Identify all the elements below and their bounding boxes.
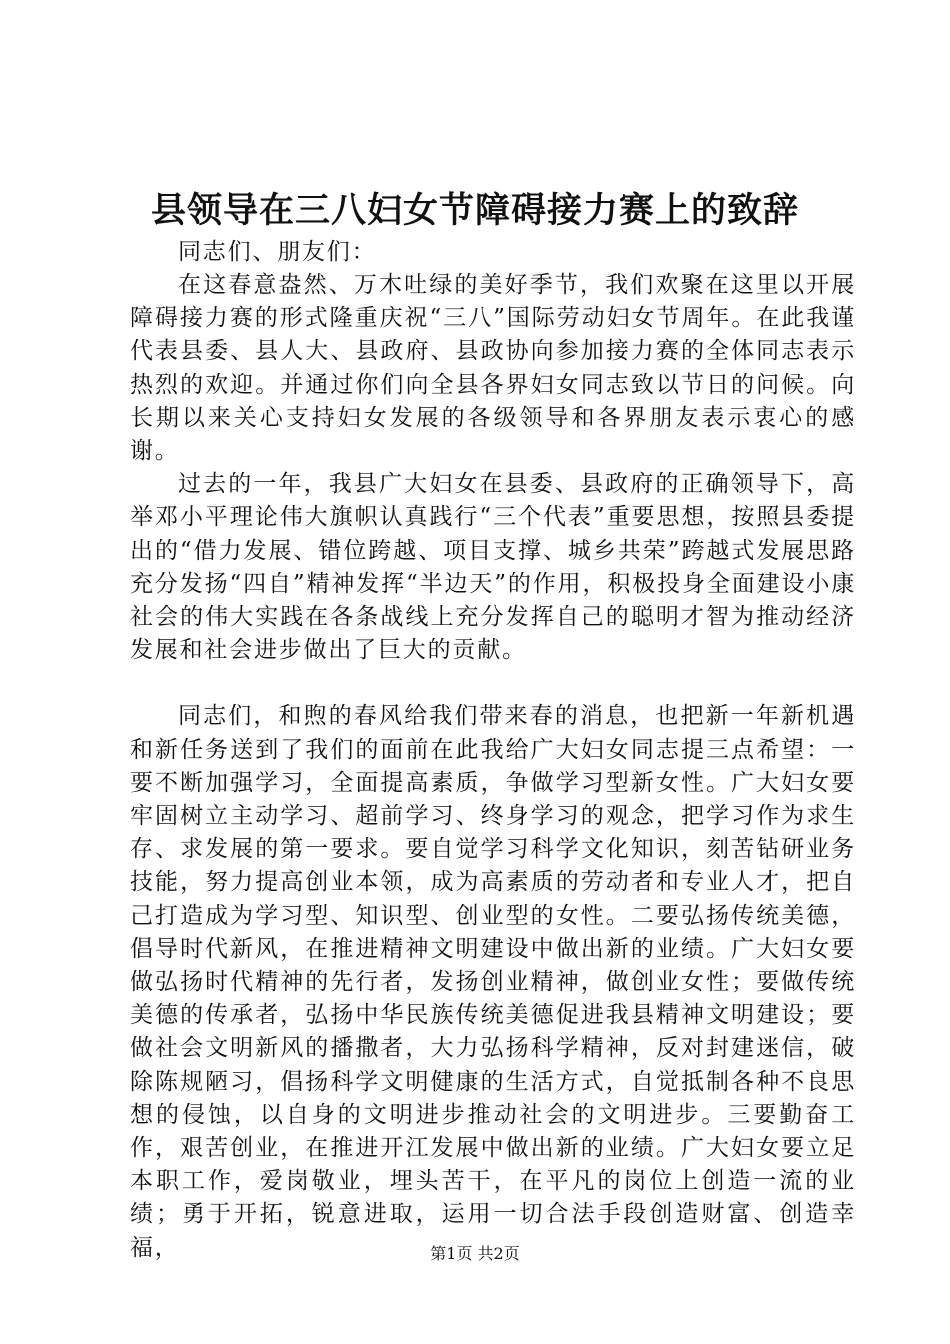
page-number: 第1页 共2页 bbox=[430, 1244, 520, 1263]
document-title: 县领导在三八妇女节障碍接力赛上的致辞 bbox=[150, 190, 799, 231]
document-body bbox=[130, 236, 856, 1265]
paragraph-welcome: 在这春意盎然、万木吐绿的美好季节，我们欢聚在这里以开展障碍接力赛的形式隆重庆祝“三八”国际劳动妇女节周年。在此我谨代表县委、县人大、县政府、县政协向参加接力赛的全体同志表示热烈的欢迎。并通过你们向全县各界妇女同志致以节日的问候。向长期以来关心支持妇女发展的各级领导和各界朋友表示衷心的感谢。 bbox=[130, 272, 856, 465]
paragraph-review: 过去的一年，我县广大妇女在县委、县政府的正确领导下，高举邓小平理论伟大旗帜认真践行“三个代表”重要思想，按照县委提出的“借力发展、错位跨越、项目支撑、城乡共荣”跨越式发展思路充分发扬“四自”精神发挥“半边天”的作用，积极投身全面建设小康社会的伟大实践在各条战线上充分发挥自己的聪明才智为推动经济发展和社会进步做出了巨大的贡献。 bbox=[130, 471, 856, 664]
paragraph-hopes: 同志们，和煦的春风给我们带来春的消息，也把新一年新机遇和新任务送到了我们的面前在此我给广大妇女同志提三点希望：一要不断加强学习，全面提高素质，争做学习型新女性。广大妇女要牢固树立主动学习、超前学习、终身学习的观念，把学习作为求生存、求发展的第一要求。要自觉学习科学文化知识，刻苦钻研业务技能，努力提高创业本领，成为高素质的劳动者和专业人才，把自己打造成为学习型、知识型、创业型的女性。二要弘扬传统美德，倡导时代新风，在推进精神文明建设中做出新的业绩。广大妇女要做弘扬时代精神的先行者，发扬创业精神，做创业女性；要做传统美德的传承者，弘扬中华民族传统美德促进我县精神文明建设；要做社会文明新风的播撒者，大力弘扬科学精神，反对封建迷信，破除陈规陋习，倡扬科学文明健康的生活方式，自觉抵制各种不良思想的侵蚀，以自身的文明进步推动社会的文明进步。三要勤奋工作，艰苦创业，在推进开江发展中做出新的业绩。广大妇女要立足本职工作，爱岗敬业，埋头苦干，在平凡的岗位上创造一流的业绩；勇于开拓，锐意进取，运用一切合法手段创造财富、创造幸福， bbox=[130, 703, 856, 1261]
greeting: 同志们、朋友们： bbox=[178, 239, 377, 265]
